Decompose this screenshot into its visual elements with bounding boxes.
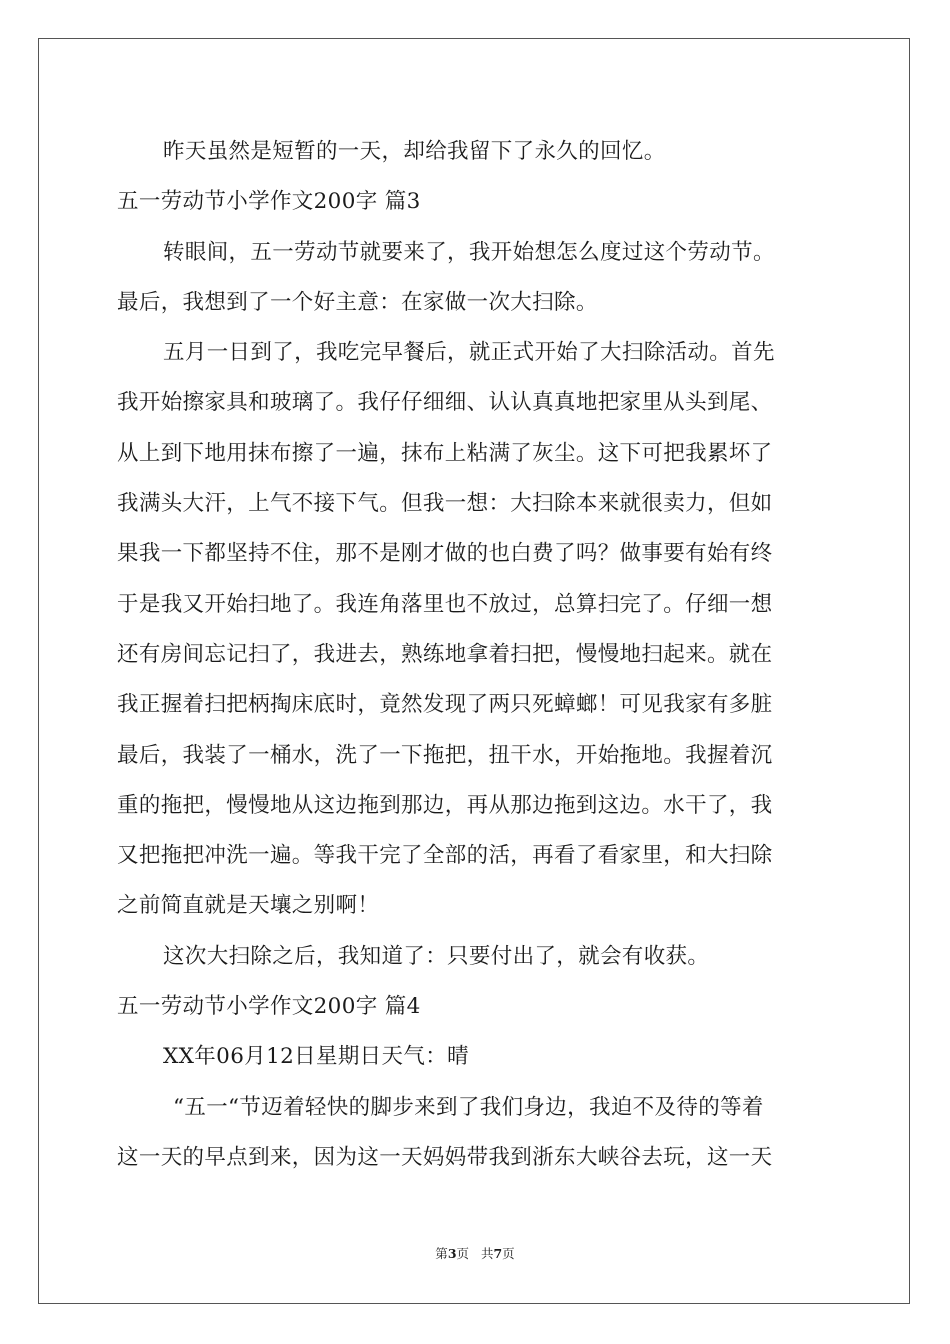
text-line: 又把拖把冲洗一遍。等我干完了全部的活，再看了看家里，和大扫除 (117, 843, 773, 869)
current-page-number: 3 (447, 1246, 457, 1261)
text-line: 五月一日到了，我吃完早餐后，就正式开始了大扫除活动。首先 (163, 340, 775, 366)
text-line: 从上到下地用抹布擦了一遍，抹布上粘满了灰尘。这下可把我累坏了 (117, 440, 773, 466)
text-line: 重的拖把，慢慢地从这边拖到那边，再从那边拖到这边。水干了，我 (117, 792, 773, 818)
diary-date-line: XX年06月12日星期日天气：晴 (163, 1044, 469, 1070)
text-line: 之前简直就是天壤之别啊！ (117, 893, 380, 919)
text-line: 我开始擦家具和玻璃了。我仔仔细细、认认真真地把家里从头到尾、 (117, 390, 773, 416)
text-line: 我正握着扫把柄掏床底时，竟然发现了两只死蟑螂！可见我家有多脏 (117, 692, 773, 718)
document-body (117, 127, 833, 1183)
footer-page-suffix: 页 (456, 1246, 470, 1261)
text-line: 这次大扫除之后，我知道了：只要付出了，就会有收获。 (163, 943, 710, 969)
text-line: 最后，我装了一桶水，洗了一下拖把，扭干水，开始拖地。我握着沉 (117, 742, 773, 768)
footer-prefix: 第 (435, 1246, 448, 1261)
section-heading: 五一劳动节小学作文200字 篇4 (117, 994, 421, 1020)
text-line: 昨天虽然是短暂的一天，却给我留下了永久的回忆。 (163, 139, 666, 164)
text-line: 果我一下都坚持不住，那不是刚才做的也白费了吗？做事要有始有终 (117, 541, 773, 567)
text-line: 转眼间，五一劳动节就要来了，我开始想怎么度过这个劳动节。 (163, 239, 775, 265)
text-line: 于是我又开始扫地了。我连角落里也不放过，总算扫完了。仔细一想 (117, 591, 773, 617)
page-footer (0, 1245, 950, 1263)
text-line: 还有房间忘记扫了，我进去，熟练地拿着扫把，慢慢地扫起来。就在 (117, 641, 773, 667)
text-line: 我满头大汗，上气不接下气。但我一想：大扫除本来就很卖力，但如 (117, 491, 773, 517)
footer-total-suffix: 页 (502, 1246, 515, 1261)
text-line: 最后，我想到了一个好主意：在家做一次大扫除。 (117, 289, 598, 315)
footer-total-prefix: 共 (480, 1246, 494, 1261)
total-page-count: 7 (493, 1246, 503, 1261)
section-heading: 五一劳动节小学作文200字 篇3 (117, 189, 421, 215)
text-line: “五一“节迈着轻快的脚步来到了我们身边，我迫不及待的等着 (173, 1094, 764, 1120)
text-line: 这一天的早点到来，因为这一天妈妈带我到浙东大峡谷去玩，这一天 (117, 1144, 773, 1170)
